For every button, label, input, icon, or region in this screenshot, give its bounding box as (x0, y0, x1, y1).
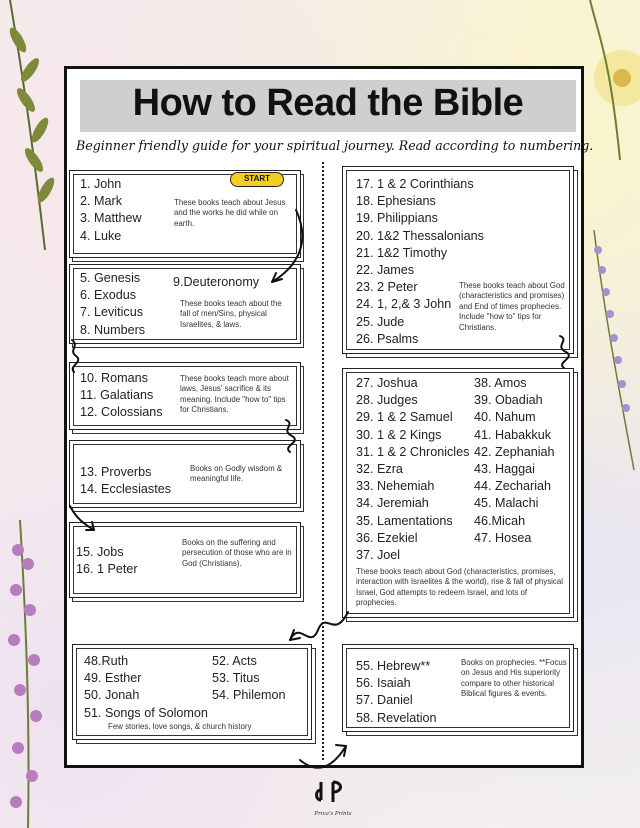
page-subtitle: Beginner friendly guide for your spiritual journey. Read according to numbering. (76, 138, 594, 153)
list-item: 29. 1 & 2 Samuel (356, 410, 453, 425)
note-epistles-1: These books teach more about laws, Jesus' sacrifice & its meaning. Include "how to" tips for Christians. (180, 374, 289, 415)
list-item: 36. Ezekiel (356, 530, 418, 545)
list-item: 23. 2 Peter (356, 280, 418, 295)
list-item: 38. Amos (474, 376, 527, 390)
start-badge: START (230, 172, 284, 187)
note-prophecy: Books on prophecies. **Focus on Jesus and His superiority compare to other historical Biblical figures & events. (461, 658, 567, 699)
list-item: 58. Revelation (356, 710, 437, 725)
arrow-1-icon (272, 210, 302, 282)
swirl-icon (286, 420, 295, 452)
logo-monogram-icon (313, 778, 353, 806)
list-item: 20. 1&2 Thessalonians (356, 228, 484, 243)
list-item: 53. Titus (212, 671, 260, 686)
list-item: 48.Ruth (84, 654, 129, 668)
list-item: 27. Joshua (356, 376, 418, 390)
list-item: 4. Luke (80, 228, 122, 243)
logo-text: Priva's Prints (314, 811, 352, 817)
list-item: 13. Proverbs (80, 465, 152, 479)
list-item: 11. Galatians (80, 388, 154, 403)
list-item: 19. Philippians (356, 211, 438, 226)
list-item: 34. Jeremiah (356, 496, 429, 511)
list-item: 17. 1 & 2 Corinthians (356, 177, 474, 191)
list-item: 45. Malachi (474, 496, 539, 511)
page-title: How to Read the Bible (132, 82, 524, 124)
list-item: 14. Ecclesiastes (80, 482, 171, 497)
list-item: 26. Psalms (356, 331, 419, 346)
list-item: 21. 1&2 Timothy (356, 245, 448, 260)
list-item: 39. Obadiah (474, 393, 543, 408)
list-item: 7. Leviticus (80, 305, 143, 320)
list-item: 54. Philemon (212, 688, 286, 703)
zigzag-arrow-icon (290, 612, 348, 640)
list-item: 46.Micah (474, 513, 526, 528)
list-item-deuteronomy: 9.Deuteronomy (173, 275, 260, 289)
list-item: 22. James (356, 262, 415, 277)
note-stories: Few stories, love songs, & church history (108, 722, 252, 731)
list-item: 57. Daniel (356, 693, 413, 708)
note-wisdom: Books on Godly wisdom & meaningful life. (190, 464, 283, 484)
swirl-icon (560, 336, 569, 368)
note-history-prophets: These books teach about God (characteristics, promises, interaction with Israelites & the world), rise & fall of physical Israel, God attempts to redeem Israel, and lots of prophecies. (356, 567, 563, 608)
list-item: 2. Mark (80, 194, 122, 209)
list-item: 32. Ezra (356, 461, 403, 476)
brand-logo (300, 778, 366, 824)
zigzag-arrow-head-icon (290, 630, 300, 640)
list-item: 16. 1 Peter (76, 562, 138, 577)
list-item: 43. Haggai (474, 461, 535, 476)
list-item: 30. 1 & 2 Kings (356, 427, 442, 442)
note-law: These books teach about the fall of men/Sins, physical Israelites, & laws. (180, 299, 282, 329)
list-item: 49. Esther (84, 671, 142, 686)
list-item: 5. Genesis (80, 271, 141, 285)
list-item: 44. Zechariah (474, 479, 552, 494)
list-item: 42. Zephaniah (474, 444, 555, 459)
list-item: 25. Jude (356, 314, 405, 329)
list-item: 12. Colossians (80, 405, 163, 420)
list-item: 15. Jobs (76, 545, 124, 559)
list-item: 1. John (80, 177, 122, 191)
list-item: 55. Hebrew** (356, 659, 431, 673)
list-item: 3. Matthew (80, 211, 142, 226)
list-item: 52. Acts (212, 654, 257, 668)
note-gospels: These books teach about Jesus and the works he did while on earth. (174, 198, 286, 228)
list-item: 18. Ephesians (356, 194, 436, 209)
list-item: 6. Exodus (80, 288, 137, 303)
list-item: 47. Hosea (474, 530, 532, 545)
list-item: 56. Isaiah (356, 676, 411, 691)
list-item: 50. Jonah (84, 688, 140, 703)
note-epistles-2: These books teach about God (characteristics and promises) and End of times prophecies. Include "how to" tips for Christians. (459, 281, 565, 332)
arrow-2-icon (70, 506, 94, 530)
list-item: 8. Numbers (80, 322, 146, 337)
list-item: 41. Habakkuk (474, 427, 552, 442)
swirl-icon (72, 340, 78, 372)
note-suffering: Books on the suffering and persecution of those who are in God (Christians). (182, 538, 292, 568)
list-item: 10. Romans (80, 371, 148, 385)
list-item: 24. 1, 2,& 3 John (356, 297, 452, 312)
list-item: 28. Judges (356, 393, 418, 408)
list-item: 40. Nahum (474, 410, 536, 425)
list-item: 31. 1 & 2 Chronicles (356, 444, 470, 459)
list-item: 35. Lamentations (356, 513, 453, 528)
arrow-1-head-icon (272, 273, 282, 282)
list-item: 33. Nehemiah (356, 479, 435, 494)
list-item-songs: 51. Songs of Solomon (84, 706, 208, 720)
arrow-3-icon (300, 746, 346, 768)
list-item: 37. Joel (356, 547, 401, 562)
